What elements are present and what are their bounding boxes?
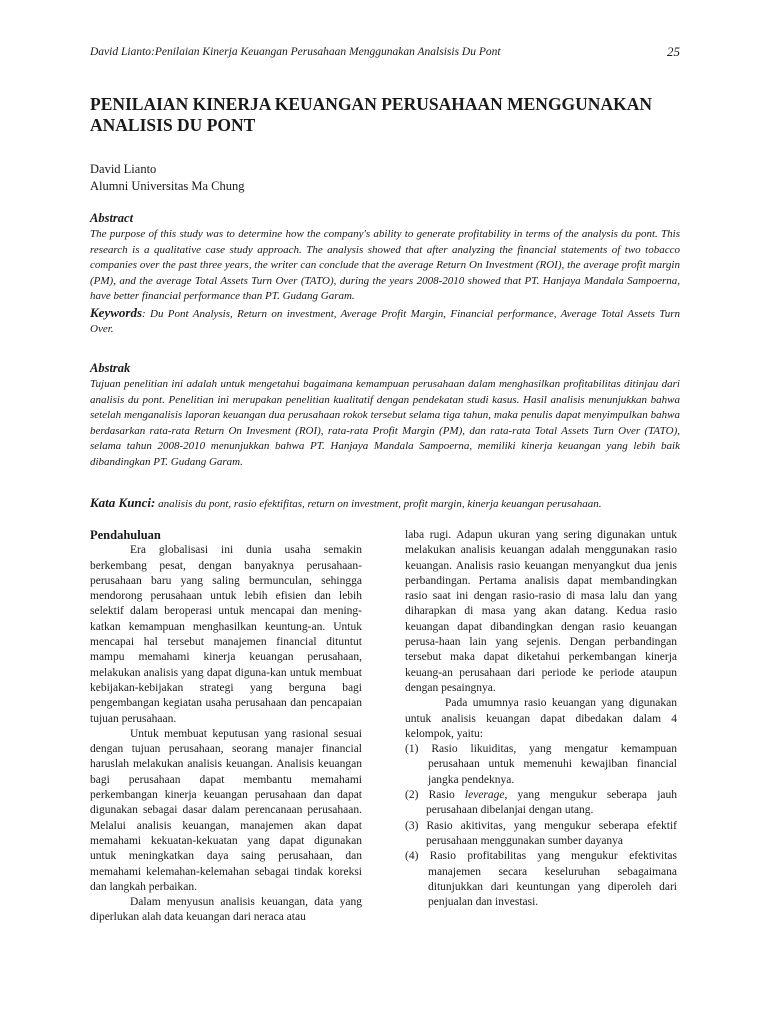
ratio-list-item-2 (405, 788, 677, 819)
author-block (90, 161, 245, 195)
list-marker: (1) (405, 743, 419, 756)
author-name: David Lianto (90, 162, 157, 176)
kata-kunci-text: analisis du pont, rasio efektifitas, return on investment, profit margin, kinerja keuangan perusahaan. (155, 498, 602, 510)
left-paragraph-1: Era globalisasi ini dunia usaha semakin berkembang pesat, dengan banyaknya perusahaan-perusahaan baru yang saling bermunculan, sehingga mendorong perusahaan untuk lebih efisien dan lebih selektif dalam beroperasi untuk mencapai dan mening-katkan kemampuan menghasilkan keuntung-an. Untuk mencapai hal tersebut manajemen financial dituntut mampu memahami kinerja keuangan perusahaan, melakukan analisis yang dapat diguna-kan untuk membuat kebijakan-kebijakan strategi yang berguna bagi pengembangan kegiatan usaha perusahaan dan pencapaian tujuan perusahaan. (90, 544, 362, 725)
abstract-heading: Abstract (90, 211, 134, 225)
kata-kunci-line (90, 495, 680, 513)
list-text: Rasio profitabilitas yang mengukur efektivitas manajemen secara keseluruhan sebagaimana ditunjukkan dari keuntungan yang diperoleh dari penjualan dan investasi. (428, 850, 678, 909)
running-head: David Lianto:Penilaian Kinerja Keuangan Perusahaan Menggunakan Analsisis Du Pont (90, 46, 501, 58)
left-paragraph-3: Dalam menyusun analisis keuangan, data yang diperlukan alah data keuangan dari neraca atau (90, 896, 362, 924)
abstract-text: The purpose of this study was to determine how the company's ability to generate profitability in terms of the analysis du pont. This research is a qualitative case study approach. The analysis showed that after analyzing the financial statements of two tobacco companies over the past three years, the writer can conclude that the average Return On Investment (ROI), the average profit margin (PM), and the average Total Assets Turn Over (TATO), during the years 2008-2010 showed that PT. Hanjaya Mandala Sampoerna, have better financial performance than PT. Gudang Garam. (90, 228, 680, 302)
keywords-label: Keywords (90, 304, 142, 320)
list-marker: (2) (405, 789, 419, 802)
keywords-line (90, 305, 680, 338)
right-paragraph-1: laba rugi. Adapun ukuran yang sering digunakan untuk melakukan analisis keuangan adalah menggunakan rasio keuangan. Analisis rasio keuangan menyangkut dua jenis perbandingan. Pertama analisis dapat membandingkan rasio saat ini dengan rasio-rasio di masa lalu dan yang diharapkan di masa yang akan datang. Kedua rasio keuangan dapat dibandingkan dengan rasio keuangan perusa-haan lain yang sejenis. Dengan perbandingan tersebut maka dapat diketahui perkembangan kinerja keuang-an perusahaan dari periode ke periode ataupun dengan pesaingnya. (405, 529, 677, 694)
list-text: Rasio likuiditas, yang mengatur kemampuan perusahaan untuk memenuhi kewajiban financial jangka pendeknya. (428, 743, 677, 786)
author-affiliation: Alumni Universitas Ma Chung (90, 179, 245, 193)
keywords-text: : Du Pont Analysis, Return on investment, Average Profit Margin, Financial performance, Average Total Assets Turn Over. (90, 307, 680, 335)
pendahuluan-heading: Pendahuluan (90, 528, 161, 542)
list-term: leverage (464, 789, 505, 802)
abstrak-heading: Abstrak (90, 361, 131, 375)
abstrak-text: Tujuan penelitian ini adalah untuk mengetahui bagaimana kemampuan perusahaan dalam menghasilkan profitabilitas ditinjau dari analisis du pont. Penelitian ini merupakan penelitian kualitatif dengan pendekatan studi kasus. Hasil analisis menunjukkan bahwa setelah menganalisis laporan keuangan dua perusahaan rokok tersebut selama tiga tahun, maka penulis dapat menyimpulkan bahwa berdasarkan rata-rata Return On Invesment (ROI), rata-rata Profit Margin (PM), dan rata-rata Total Assets Turn Over (TATO), selama tahun 2008-2010 menunjukkan bahwa PT. Hanjaya Mandala Sampoerna, memiliki kinerja keuangan yang lebih baik dibandingkan PT. Gudang Garam. (90, 378, 680, 468)
ratio-list-item-3 (405, 819, 677, 850)
abstrak-section (90, 361, 680, 470)
list-text: , yang mengukur seberapa jauh perusahaan dibelanjai dengan utang. (426, 789, 677, 817)
left-column (90, 528, 362, 926)
kata-kunci-section (90, 495, 680, 513)
list-text: Rasio akitivitas, yang mengukur seberapa efektif perusahaan menggunakan sumber dayanya (426, 819, 677, 847)
kata-kunci-label: Kata Kunci: (90, 495, 156, 510)
ratio-list-item-1 (405, 742, 677, 788)
left-paragraph-2: Untuk membuat keputusan yang rasional sesuai dengan tujuan perusahaan, seorang manajer financial haruslah melakukan analisis keuangan. Analisis keuangan bagi perusahaan dapat membantu memahami perkembangan kinerja keuangan perusahaan dan dapat digunakan sebagai dasar dalam perencanaan perusahaan. Melalui analisis keuangan, manajemen akan dapat memahami kekuatan-kekuatan yang dapat digunakan untuk meningkatkan daya saing perusahaan, dan memahami kelemahan-kelemahan sebagai tindak koreksi dan langkah perbaikan. (90, 727, 362, 893)
right-column (405, 528, 677, 910)
list-text: Rasio (428, 789, 465, 802)
page-number: 25 (667, 44, 680, 59)
list-marker: (4) (405, 850, 419, 863)
paper-title: PENILAIAN KINERJA KEUANGAN PERUSAHAAN MENGGUNAKAN ANALISIS DU PONT (90, 94, 652, 135)
list-marker: (3) (405, 819, 419, 832)
ratio-list-item-4 (405, 849, 677, 910)
abstract-section (90, 211, 680, 338)
right-paragraph-2: Pada umumnya rasio keuangan yang digunakan untuk analisis keuangan dapat dibedakan dalam 4 kelompok, yaitu: (405, 697, 677, 740)
